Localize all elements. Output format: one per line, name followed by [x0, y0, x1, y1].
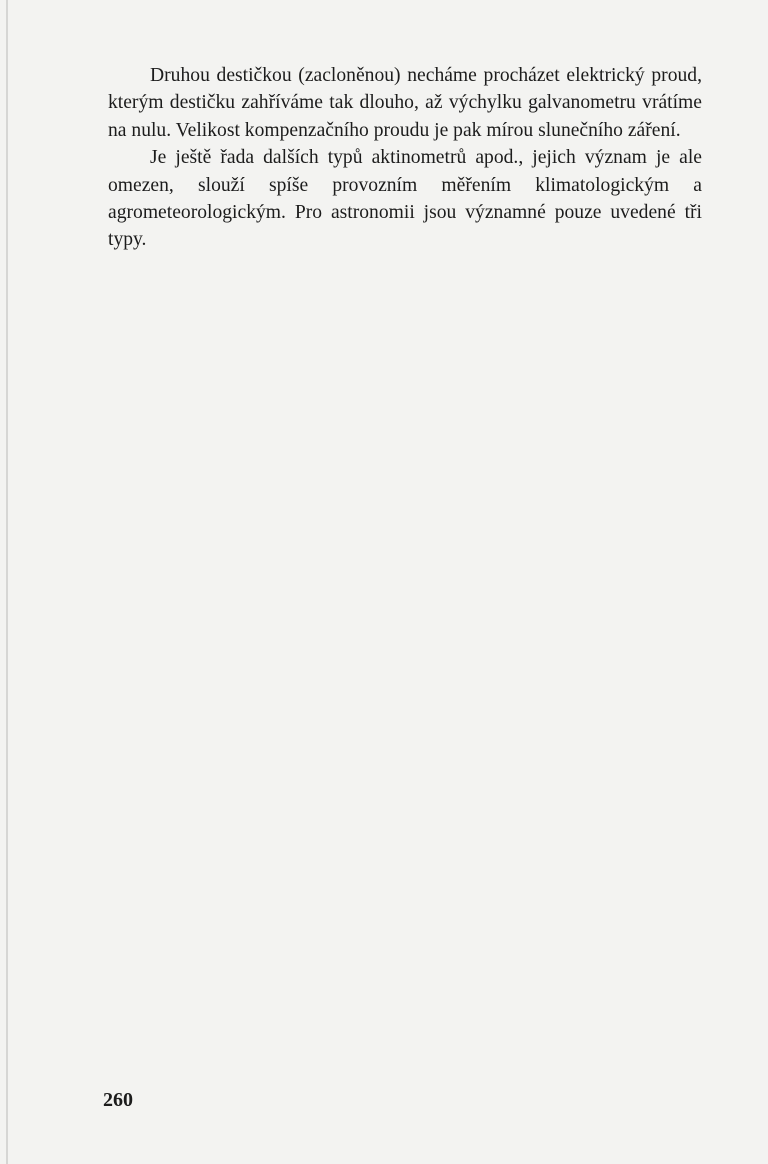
- page-binding-edge: [6, 0, 8, 1164]
- page-number: 260: [103, 1089, 133, 1111]
- paragraph-other-actinometers: Je ještě řada dalších typů aktinometrů apod., jejich význam je ale omezen, slouží spíše provozním měřením klimatologickým a agrometeorologickým. Pro astronomii jsou významné pouze uvedené tři typy.: [108, 147, 702, 251]
- body-text: [108, 62, 702, 254]
- paragraph-compensation-current: Druhou destičkou (zacloněnou) necháme procházet elektrický proud, kterým destičku zahříváme tak dlouho, až výchylku galvanometru vrátíme na nulu. Velikost kompenzačního proudu je pak mírou slunečního záření.: [108, 65, 702, 141]
